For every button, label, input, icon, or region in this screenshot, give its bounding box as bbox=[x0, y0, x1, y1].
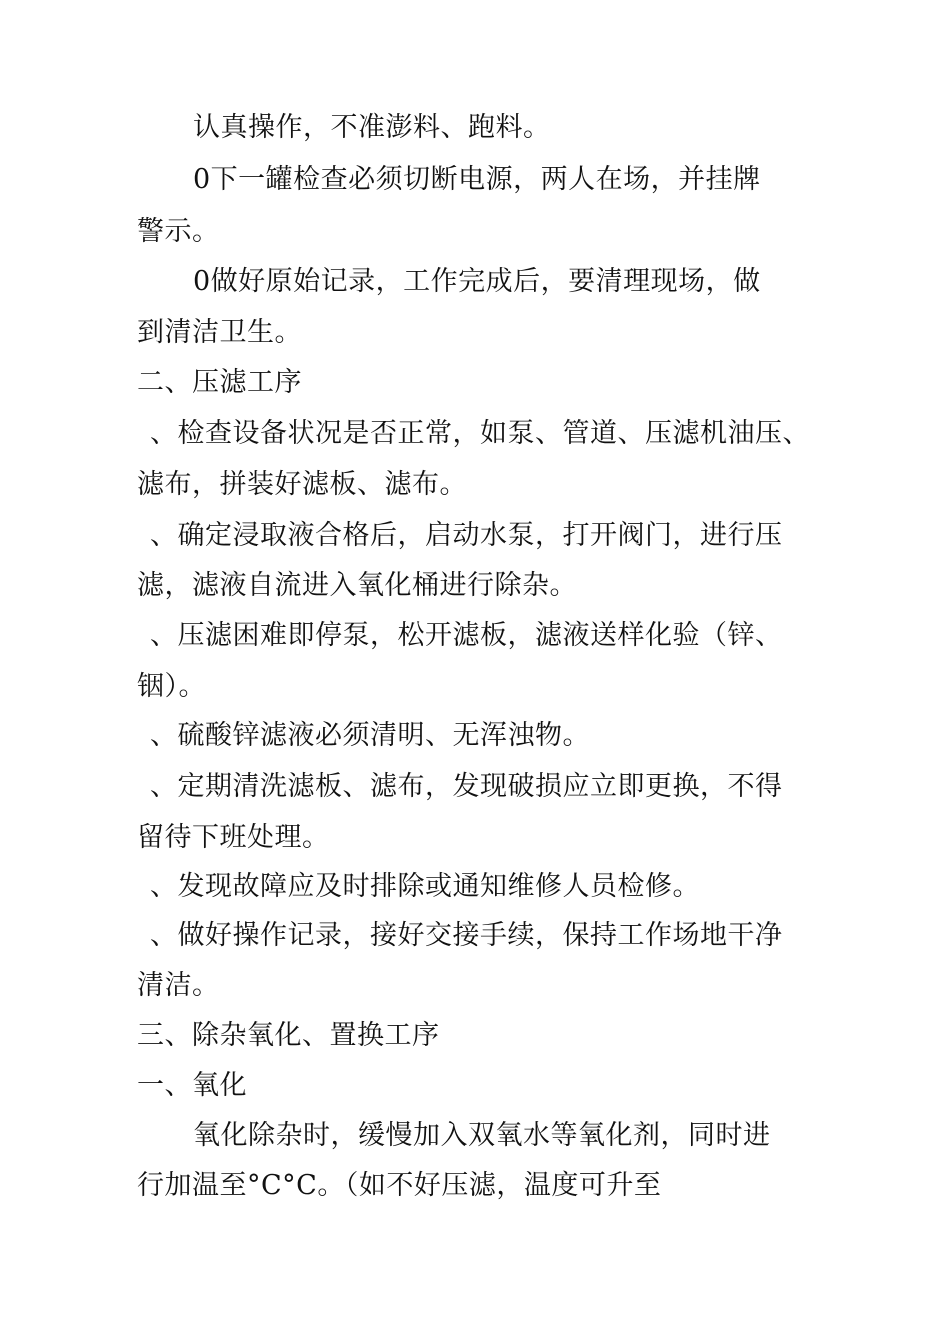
paragraph-line: 认真操作，不准澎料、跑料。 bbox=[193, 112, 551, 143]
list-item-line: 、确定浸取液合格后，启动水泵，打开阀门，进行压 bbox=[150, 520, 783, 551]
subsection-heading: 一、氧化 bbox=[137, 1070, 247, 1101]
list-item-line: 、定期清洗滤板、滤布，发现破损应立即更换，不得 bbox=[150, 771, 783, 802]
list-item-line: 、检查设备状况是否正常，如泵、管道、压滤机油压、 bbox=[150, 418, 810, 449]
list-item-line: 滤，滤液自流进入氧化桶进行除杂。 bbox=[137, 570, 577, 601]
list-item-line: 铟）。 bbox=[137, 671, 206, 702]
paragraph-line: 氧化除杂时，缓慢加入双氧水等氧化剂，同时进 bbox=[193, 1120, 771, 1151]
list-item-line: 、硫酸锌滤液必须清明、无浑浊物。 bbox=[150, 720, 590, 751]
section-heading: 二、压滤工序 bbox=[137, 367, 302, 398]
list-item-line: 、压滤困难即停泵，松开滤板，滤液送样化验（锌、 bbox=[150, 620, 783, 651]
paragraph-line: 0下一罐检查必须切断电源，两人在场，并挂牌 bbox=[193, 164, 761, 195]
paragraph-line: 0做好原始记录，工作完成后，要清理现场，做 bbox=[193, 266, 761, 297]
paragraph-line: 到清洁卫生。 bbox=[137, 317, 302, 348]
list-item-line: 滤布，拼装好滤板、滤布。 bbox=[137, 469, 467, 500]
paragraph-line: 行加温至°C°C。（如不好压滤，温度可升至 bbox=[137, 1170, 662, 1201]
list-item-line: 、发现故障应及时排除或通知维修人员检修。 bbox=[150, 871, 700, 902]
list-item-line: 清洁。 bbox=[137, 970, 220, 1001]
list-item-line: 留待下班处理。 bbox=[137, 822, 330, 853]
paragraph-line: 警示。 bbox=[137, 216, 220, 247]
section-heading: 三、除杂氧化、置换工序 bbox=[137, 1020, 440, 1051]
list-item-line: 、做好操作记录，接好交接手续，保持工作场地干净 bbox=[150, 920, 783, 951]
